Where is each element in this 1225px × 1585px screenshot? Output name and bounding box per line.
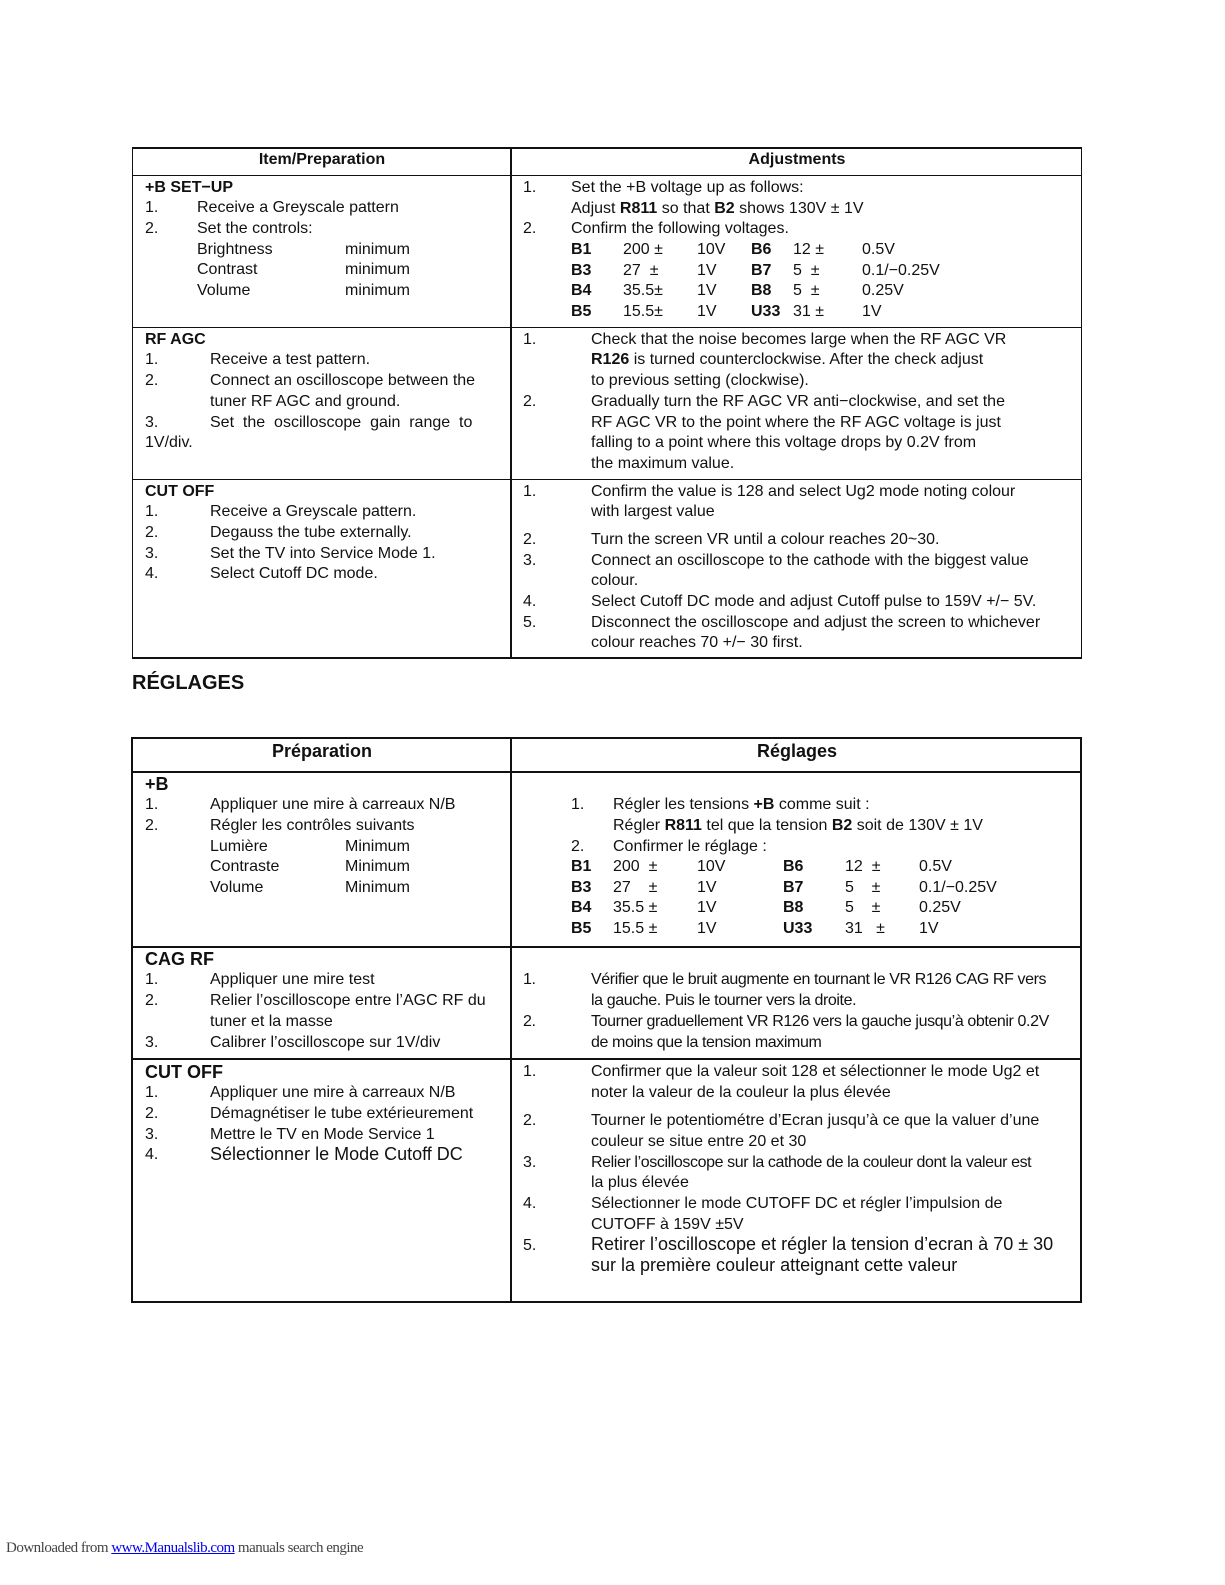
control-value: Minimum — [345, 858, 410, 875]
control-value: minimum — [345, 261, 410, 278]
step-text — [613, 816, 983, 836]
voltage-value: 5 ± — [793, 282, 820, 300]
step-text: Régler les contrôles suivants — [210, 817, 415, 834]
supply-label: B5 — [571, 920, 592, 938]
component-ref: R811 — [619, 200, 658, 217]
step-text: couleur se situe entre 20 et 30 — [591, 1133, 807, 1150]
supply-label: B3 — [571, 878, 592, 896]
step-text: Check that the noise becomes large when the RF AGC VR — [591, 331, 1007, 348]
text: so that — [657, 200, 715, 217]
step-number: 2. — [571, 838, 585, 855]
step-text: Confirmer que la valeur soit 128 et sélectionner le mode Ug2 et — [591, 1063, 1040, 1080]
control-value: Minimum — [345, 879, 410, 896]
supply-label: B5 — [571, 303, 592, 321]
step-text: de moins que la tension maximum — [591, 1034, 822, 1051]
step-number: 1. — [523, 179, 537, 196]
step-text: Sélectionner le mode CUTOFF DC et régler l’impulsion de — [591, 1195, 1003, 1212]
step-number: 1. — [571, 796, 585, 813]
cell-title: RF AGC — [145, 331, 206, 348]
step-number: 5. — [523, 1237, 537, 1254]
step-number: 3. — [145, 414, 159, 431]
step-number: 2. — [145, 220, 159, 237]
text: soit de 130V ± 1V — [852, 817, 983, 834]
text: shows 130V ± 1V — [734, 200, 864, 217]
step-number: 5. — [523, 614, 537, 631]
step-text: Appliquer une mire test — [210, 971, 375, 988]
component-ref: B2 — [714, 200, 735, 217]
step-number: 2. — [145, 524, 159, 541]
header-preparation: Préparation — [271, 741, 373, 761]
step-text: Relier l’oscilloscope sur la cathode de la couleur dont la valeur est — [591, 1154, 1032, 1171]
step-text: sur la première couleur atteignant cette valeur — [591, 1255, 958, 1275]
step-number: 3. — [145, 1034, 159, 1051]
step-text: Mettre le TV en Mode Service 1 — [210, 1126, 435, 1143]
step-text: tuner RF AGC and ground. — [210, 393, 401, 410]
step-text: Tourner le potentiométre d’Ecran jusqu’à ce que la valuer d’une — [591, 1112, 1040, 1129]
step-text: tuner et la masse — [210, 1013, 333, 1030]
voltage-value: 1V — [697, 878, 717, 896]
supply-label: B1 — [571, 241, 592, 258]
step-number: 1. — [145, 1084, 159, 1101]
step-text: 1V/div. — [145, 434, 193, 451]
voltage-value: 10V — [697, 858, 726, 875]
step-text: Connect an oscilloscope between the — [210, 372, 476, 389]
step-text: Receive a Greyscale pattern — [197, 199, 399, 216]
step-number: 3. — [523, 552, 537, 569]
step-text: Receive a Greyscale pattern. — [210, 503, 417, 520]
step-number: 1. — [523, 483, 537, 500]
footer — [6, 1540, 363, 1557]
step-text: Calibrer l’oscilloscope sur 1V/div — [210, 1034, 441, 1051]
step-text: Confirmer le réglage : — [613, 838, 767, 855]
supply-label: B6 — [751, 241, 772, 258]
step-number: 1. — [145, 199, 159, 216]
step-number: 1. — [145, 503, 159, 520]
text: tel que la tension — [701, 817, 832, 834]
step-text: Set the controls: — [197, 220, 313, 237]
voltage-value: 31 ± — [793, 303, 825, 321]
voltage-value: 12 ± — [845, 858, 881, 875]
voltage-value: 0.5V — [862, 241, 895, 258]
step-number: 2. — [523, 393, 537, 410]
control-name: Contrast — [197, 261, 258, 278]
voltage-value: 27 ± — [623, 261, 659, 279]
text: Adjust — [571, 200, 620, 217]
header-item-preparation: Item/Preparation — [258, 151, 386, 168]
supply-label: B8 — [751, 282, 772, 300]
step-text: RF AGC VR to the point where the RF AGC voltage is just — [591, 414, 1001, 431]
step-number: 4. — [145, 1146, 159, 1163]
step-text: Appliquer une mire à carreaux N/B — [210, 1084, 456, 1101]
voltage-value: 5 ± — [845, 878, 881, 896]
header-adjustments: Adjustments — [748, 151, 846, 168]
step-text: noter la valeur de la couleur la plus élevée — [591, 1084, 891, 1101]
step-number: 2. — [145, 372, 159, 389]
text: Régler — [613, 817, 665, 834]
step-text: to previous setting (clockwise). — [591, 372, 809, 389]
voltage-value: 35.5± — [623, 282, 663, 300]
step-text: Relier l’oscilloscope entre l’AGC RF du — [210, 992, 486, 1009]
step-text: colour reaches 70 +/− 30 first. — [591, 634, 803, 651]
supply-label: B4 — [571, 282, 592, 300]
voltage-value: 0.25V — [919, 899, 961, 917]
step-text: Degauss the tube externally. — [210, 524, 412, 541]
step-text: Confirm the value is 128 and select Ug2 mode noting colour — [591, 483, 1016, 500]
voltage-value: 5 ± — [845, 899, 881, 917]
step-number: 1. — [523, 1063, 537, 1080]
cell-title: CUT OFF — [145, 1062, 223, 1082]
voltage-value: 1V — [697, 261, 717, 279]
step-number: 2. — [145, 817, 159, 834]
voltage-value: 12 ± — [793, 241, 825, 258]
step-text: Tourner graduellement VR R126 vers la gauche jusqu’à obtenir 0.2V — [591, 1013, 1049, 1030]
step-text: Set the TV into Service Mode 1. — [210, 545, 436, 562]
step-number: 2. — [523, 220, 537, 237]
step-number: 4. — [145, 565, 159, 582]
step-text: Receive a test pattern. — [210, 351, 371, 368]
control-name: Brightness — [197, 241, 273, 258]
step-number: 2. — [523, 1112, 537, 1129]
step-text: colour. — [591, 572, 639, 589]
step-number: 1. — [145, 971, 159, 988]
text: Régler les tensions — [613, 796, 754, 813]
step-number: 2. — [145, 1105, 159, 1122]
control-name: Contraste — [210, 858, 280, 875]
cell-title: +B — [145, 774, 169, 794]
component-ref: R126 — [591, 351, 630, 368]
step-text: falling to a point where this voltage drops by 0.2V from — [591, 434, 977, 451]
text: is turned counterclockwise. After the check adjust — [629, 351, 984, 368]
step-text: la plus élevée — [591, 1174, 689, 1191]
step-number: 1. — [523, 971, 536, 988]
step-text: Set the oscilloscope gain range to — [210, 414, 473, 431]
voltage-value: 1V — [919, 920, 939, 938]
step-number: 2. — [523, 531, 537, 548]
step-text: Set the +B voltage up as follows: — [571, 179, 804, 196]
step-number: 1. — [145, 351, 159, 368]
step-text: Select Cutoff DC mode. — [210, 565, 378, 582]
supply-label: B3 — [571, 261, 592, 279]
step-text: Confirm the following voltages. — [571, 220, 789, 237]
control-value: minimum — [345, 282, 410, 299]
voltage-value: 31 ± — [845, 920, 885, 938]
header-reglages: Réglages — [756, 741, 838, 761]
manualslib-link[interactable]: www.Manualslib.com — [111, 1540, 235, 1556]
control-value: Minimum — [345, 838, 410, 855]
component-ref: +B — [753, 796, 775, 813]
footer-text: manuals search engine — [234, 1540, 364, 1556]
supply-label: U33 — [783, 920, 813, 938]
component-ref: B2 — [831, 817, 853, 834]
step-text: CUTOFF à 159V ±5V — [591, 1216, 744, 1233]
step-number: 4. — [523, 593, 537, 610]
voltage-value: 35.5 ± — [613, 899, 658, 917]
step-text: Disconnect the oscilloscope and adjust the screen to whichever — [591, 614, 1041, 631]
step-text: Retirer l’oscilloscope et régler la tension d’ecran à 70 ± 30 — [591, 1234, 1054, 1254]
step-number: 4. — [523, 1195, 537, 1212]
control-value: minimum — [345, 241, 410, 258]
step-number: 3. — [145, 1126, 159, 1143]
component-ref: R811 — [664, 817, 702, 834]
step-text: Turn the screen VR until a colour reaches 20~30. — [591, 531, 940, 548]
voltage-value: 1V — [697, 920, 717, 938]
voltage-value: 1V — [862, 303, 882, 321]
step-number: 2. — [145, 992, 159, 1009]
step-number: 3. — [523, 1154, 537, 1171]
voltage-value: 0.5V — [919, 858, 952, 875]
step-number: 2. — [523, 1013, 536, 1030]
step-number: 3. — [145, 545, 159, 562]
voltage-value: 0.25V — [862, 282, 904, 300]
step-text — [591, 350, 983, 370]
supply-label: B6 — [783, 858, 804, 875]
supply-label: B8 — [783, 899, 804, 917]
step-text: with largest value — [591, 503, 715, 520]
supply-label: B7 — [783, 878, 804, 896]
voltage-value: 15.5± — [623, 303, 663, 321]
step-number: 1. — [523, 331, 537, 348]
voltage-value: 5 ± — [793, 261, 820, 279]
step-text: Connect an oscilloscope to the cathode with the biggest value — [591, 552, 1029, 569]
section-title: RÉGLAGES — [132, 672, 245, 694]
cell-title: CAG RF — [145, 949, 214, 969]
voltage-value: 200 ± — [623, 241, 663, 258]
supply-label: U33 — [751, 303, 781, 321]
supply-label: B4 — [571, 899, 592, 917]
control-name: Lumière — [210, 838, 268, 855]
control-name: Volume — [197, 282, 251, 299]
step-text — [571, 199, 864, 219]
step-text: the maximum value. — [591, 455, 735, 472]
supply-label: B1 — [571, 858, 592, 875]
voltage-value: 1V — [697, 282, 717, 300]
step-number: 1. — [145, 796, 159, 813]
voltage-value: 15.5 ± — [613, 920, 658, 938]
control-name: Volume — [210, 879, 264, 896]
supply-label: B7 — [751, 261, 772, 279]
voltage-value: 10V — [697, 241, 726, 258]
step-text: la gauche. Puis le tourner vers la droite. — [591, 992, 857, 1009]
step-text: Sélectionner le Mode Cutoff DC — [210, 1144, 463, 1164]
step-text: Gradually turn the RF AGC VR anti−clockwise, and set the — [591, 393, 1005, 410]
voltage-value: 1V — [697, 899, 717, 917]
step-text: Vérifier que le bruit augmente en tournant le VR R126 CAG RF vers — [591, 971, 1047, 988]
step-text: Démagnétiser le tube extérieurement — [210, 1105, 474, 1122]
text: comme suit : — [774, 796, 870, 813]
voltage-value: 27 ± — [613, 878, 658, 896]
voltage-value: 200 ± — [613, 858, 658, 875]
footer-text: Downloaded from — [6, 1540, 112, 1556]
voltage-value: 0.1/−0.25V — [919, 878, 997, 896]
cell-title: CUT OFF — [145, 483, 215, 500]
voltage-value: 0.1/−0.25V — [862, 261, 940, 279]
step-text — [613, 795, 870, 815]
step-text: Appliquer une mire à carreaux N/B — [210, 796, 456, 813]
cell-title: +B SET−UP — [145, 179, 234, 196]
step-text: Select Cutoff DC mode and adjust Cutoff pulse to 159V +/− 5V. — [591, 593, 1037, 610]
voltage-value: 1V — [697, 303, 717, 321]
